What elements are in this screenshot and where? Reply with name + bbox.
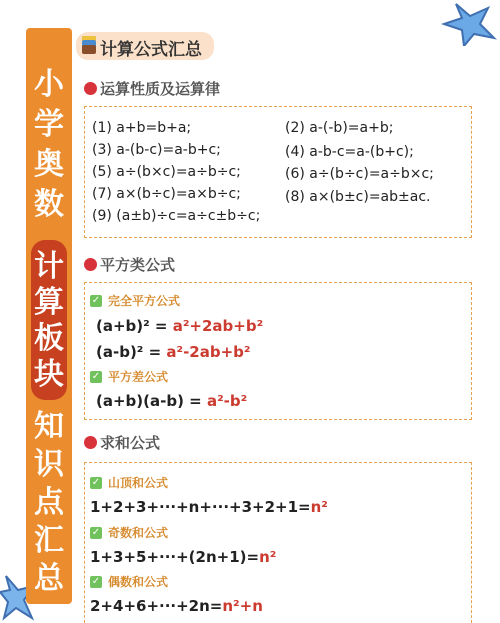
formula-right: a²+2ab+b² [172,317,264,335]
formula-item: (9) (a±b)÷c=a÷c±b÷c; [92,208,261,224]
subtitle-even-sum [90,573,168,590]
check-icon: ✓ [91,476,101,488]
sidebar-char: 知 [34,409,64,444]
check-icon: ✓ [91,575,101,587]
formula-left: (a-b)² = [96,343,167,361]
formula-left: 2+4+6+···+2n= [90,597,223,615]
formula-right: a²-b² [206,392,248,410]
sidebar-char: 总 [34,561,64,596]
subtitle-text: 完全平方公式 [108,294,181,308]
books-icon [82,36,96,54]
section-title-text: 运算性质及运算律 [100,80,221,98]
check-icon: ✓ [91,370,101,382]
star-decoration-icon [436,0,500,46]
formula-right: a²-2ab+b² [166,343,251,361]
section-title-text: 求和公式 [100,434,161,452]
subtitle-odd-sum [90,524,168,541]
check-icon: ✓ [91,526,101,538]
formula-item: (4) a-b-c=a-(b+c); [285,144,414,160]
sidebar-char: 汇 [34,523,64,558]
bullet-dot-icon [84,436,97,449]
formula-item: (6) a÷(b÷c)=a÷b×c; [285,166,434,182]
subtitle-mountain-sum [90,474,168,491]
formula-perfect-square-plus [96,317,263,335]
sidebar-char: 识 [34,447,64,482]
sidebar-char: 计 [34,249,64,284]
formula-item: (1) a+b=b+a; [92,120,192,136]
sidebar-char: 算 [34,285,64,320]
formula-even-sum [90,597,263,615]
formula-left: (a+b)² = [96,317,173,335]
formula-item: (7) a×(b÷c)=a×b÷c; [92,186,241,202]
section-title-ops [84,78,220,99]
formula-perfect-square-minus [96,343,250,361]
section-title-sum [84,432,160,453]
formula-left: (a+b)(a-b) = [96,392,207,410]
sidebar-char: 点 [34,485,64,520]
subtitle-difference-of-squares [90,368,168,385]
formula-right: n² [259,548,277,566]
section-title-text: 平方类公式 [100,256,176,274]
formula-left: 1+3+5+···+(2n+1)= [90,548,260,566]
sidebar-char: 小 [34,67,64,102]
formula-difference-of-squares [96,392,247,410]
formula-item: (3) a-(b-c)=a-b+c; [92,142,221,158]
sidebar-char: 块 [34,357,64,392]
formula-odd-sum [90,548,276,566]
subtitle-text: 山顶和公式 [108,476,169,490]
formula-item: (5) a÷(b×c)=a÷b÷c; [92,164,241,180]
formula-right: n² [310,498,328,516]
subtitle-perfect-square [90,292,180,309]
subtitle-text: 偶数和公式 [108,575,169,589]
section-title-square [84,254,175,275]
sidebar-char: 数 [34,187,64,222]
subtitle-text: 奇数和公式 [108,526,169,540]
formula-item: (8) a×(b±c)=ab±ac. [285,189,431,205]
formula-item: (2) a-(-b)=a+b; [285,120,394,136]
sidebar-banner [26,28,72,604]
sidebar-char: 学 [34,107,64,142]
page-title: 计算公式汇总 [100,40,202,60]
formula-mountain-sum [90,498,328,516]
check-icon: ✓ [91,294,101,306]
bullet-dot-icon [84,258,97,271]
bullet-dot-icon [84,82,97,95]
formula-left: 1+2+3+···+n+···+3+2+1= [90,498,311,516]
formula-right: n²+n [222,597,263,615]
subtitle-text: 平方差公式 [108,370,169,384]
sidebar-char: 板 [34,321,64,356]
sidebar-char: 奥 [34,147,64,182]
